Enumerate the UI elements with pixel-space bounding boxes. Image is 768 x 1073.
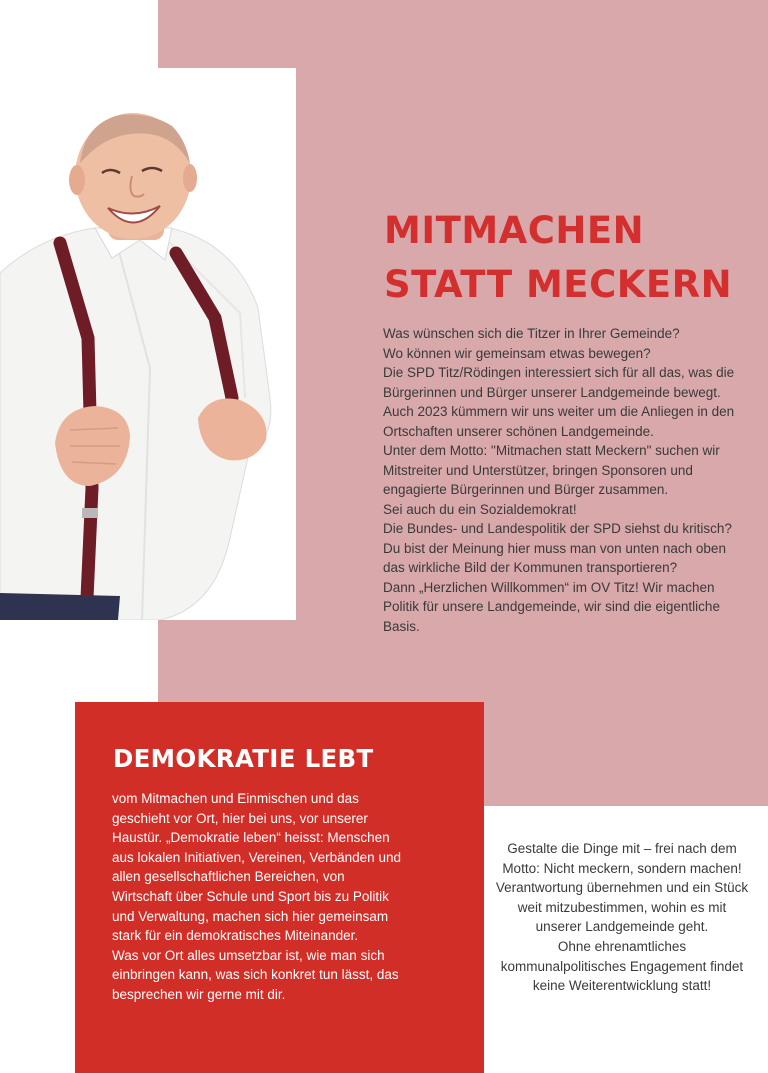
intro-paragraph: Die SPD Titz/Rödingen interessiert sich für all das, was die Bürgerinnen und Bürger unserer Landgemeinde bewegt. bbox=[383, 365, 735, 400]
main-headline bbox=[384, 204, 764, 312]
intro-paragraph: Auch 2023 kümmern wir uns weiter um die Anliegen in den Ortschaften unserer schönen Landgemeinde. bbox=[383, 404, 735, 439]
intro-text bbox=[383, 324, 751, 636]
intro-paragraph: Unter dem Motto: "Mitmachen statt Meckern" suchen wir Mitstreiter und Unterstützer, bringen Sponsoren und engagierte Bürgerinnen und Bürger zusammen. bbox=[383, 443, 720, 497]
democracy-paragraph: Was vor Ort alles umsetzbar ist, wie man sich einbringen kann, was sich konkret tun lässt, das besprechen wir gerne mit dir. bbox=[112, 947, 399, 1002]
intro-paragraph: Wo können wir gemeinsam etwas bewegen? bbox=[383, 345, 651, 361]
headline-line-2: STATT MECKERN bbox=[384, 263, 733, 306]
side-note-paragraph: Verantwortung übernehmen und ein Stück weit mitzubestimmen, wohin es mit unserer Landgemeinde geht. bbox=[495, 880, 749, 935]
side-note bbox=[494, 839, 750, 996]
democracy-paragraph: vom Mitmachen und Einmischen und das geschieht vor Ort, hier bei uns, vor unserer Haustür. „Demokratie leben“ heisst: Menschen aus lokalen Initiativen, Vereinen, Verbänden und allen gesellschaftlichen Bereichen, von Wirtschaft über Schule und Sport bis zu Politik und Verwaltung, machen sich hier gemeinsam stark für ein demokratisches Miteinander. bbox=[112, 791, 401, 944]
intro-paragraph: Sei auch du ein Sozialdemokrat! bbox=[383, 501, 577, 517]
intro-paragraph: Was wünschen sich die Titzer in Ihrer Gemeinde? bbox=[383, 326, 680, 341]
side-note-paragraph: Gestalte die Dinge mit – frei nach dem Motto: Nicht meckern, sondern machen! bbox=[502, 841, 742, 876]
side-note-paragraph: Ohne ehrenamtliches kommunalpolitisches Engagement findet keine Weiterentwicklung statt! bbox=[500, 938, 744, 994]
intro-paragraph: Dann „Herzlichen Willkommen“ im OV Titz! Wir machen Politik für unsere Landgemeinde, wir sind die eigentliche Basis. bbox=[383, 579, 720, 634]
portrait-illustration bbox=[0, 68, 296, 620]
democracy-text bbox=[112, 789, 404, 1005]
intro-paragraph: Die Bundes- und Landespolitik der SPD siehst du kritisch? Du bist der Meinung hier muss man von unten nach oben das wirkliche Bild der Kommunen transportieren? bbox=[383, 521, 732, 575]
democracy-title: DEMOKRATIE LEBT bbox=[113, 744, 374, 773]
portrait-photo bbox=[0, 68, 296, 620]
headline-line-1: MITMACHEN bbox=[384, 209, 645, 252]
